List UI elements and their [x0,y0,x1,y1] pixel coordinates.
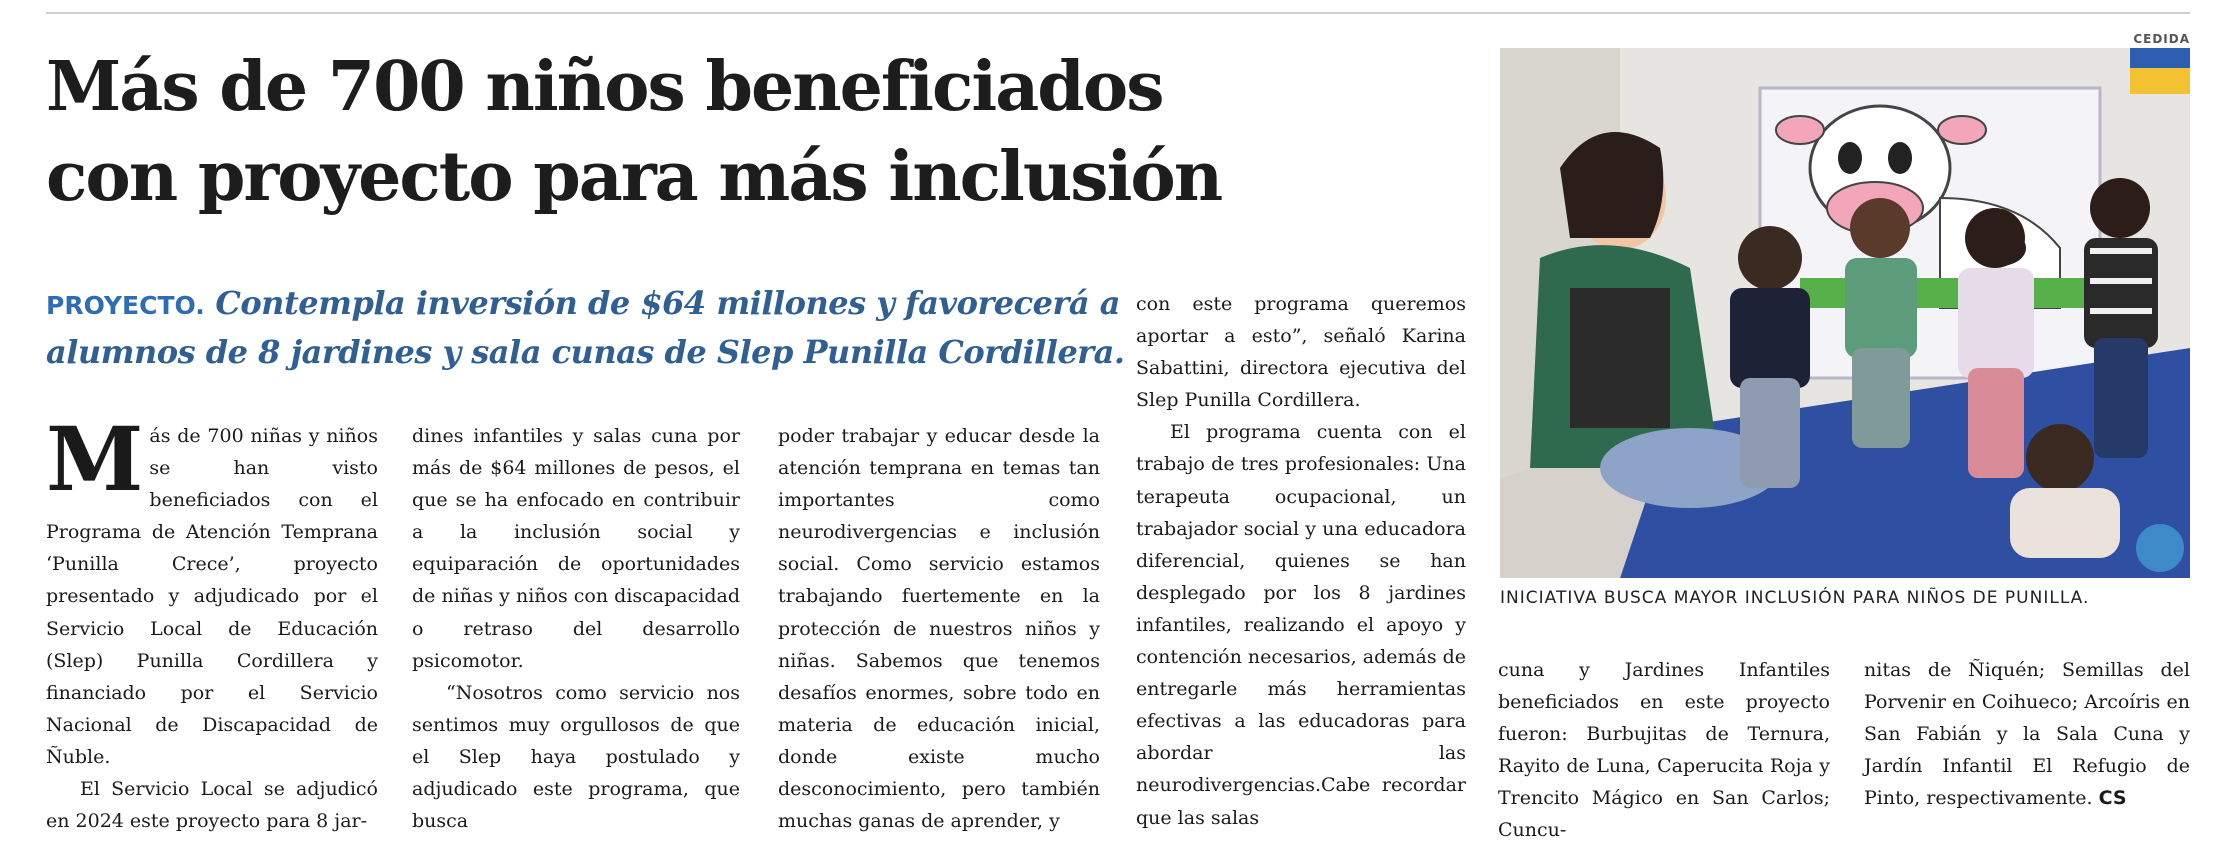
top-rule [46,12,2190,14]
photo-caption: INICIATIVA BUSCA MAYOR INCLUSIÓN PARA NIÑOS DE PUNILLA. [1500,588,2090,608]
article-column-4 [1136,288,1466,834]
article-column-6 [1864,654,2190,814]
paragraph: dines infantiles y salas cuna por más de $64 millones de pesos, el que se ha enfocado en contribuir a la inclusión social y equiparación de oportunidades de niñas y niños con discapacidad o retraso del desarrollo psicomotor. [412,425,740,672]
paragraph [1864,654,2190,814]
paragraph: con este programa queremos aportar a esto”, señaló Karina Sabattini, directora ejecutiva del Slep Punilla Cordillera. [1136,293,1466,412]
paragraph: cuna y Jardines Infantiles beneficiados en este proyecto fueron: Burbujitas de Ternura, Rayito de Luna, Caperucita Roja y Trencito Mágico en San Carlos; Cuncu- [1498,659,1830,842]
article-column-2 [412,420,740,837]
paragraph-text: ás de 700 niñas y niños se han visto beneficiados con el Programa de Atención Temprana ‘Punilla Crece’, proyecto presentado y adjudicado por el Servicio Local de Educación (Slep) Punilla Cordillera y financiado por el Servicio Nacional de Discapacidad de Ñuble. [46,425,378,768]
article-column-5 [1498,654,1830,847]
paragraph: El programa cuenta con el trabajo de tres profesionales: Una terapeuta ocupacional, un trabajador social y una educadora diferencial, quienes se han desplegado por los 8 jardines infantiles, realizando el apoyo y contención necesarios, además de entregarle más herramientas efectivas a las educadoras para abordar las neurodivergencias.Cabe recordar que las salas [1136,421,1467,829]
lead-text: Contempla inversión de $64 millones y favorecerá a alumnos de 8 jardines y sala cunas de Slep Punilla Cordillera. [46,284,1125,371]
headline-line-2: con proyecto para más inclusión [46,137,1222,217]
kicker: PROYECTO. [46,291,205,320]
paragraph: poder trabajar y educar desde la atención temprana en temas tan importantes como neurodivergencias e inclusión social. Como servicio estamos trabajando fuertemente en la protección de nuestros niños y niñas. Sabemos que tenemos desafíos enormes, sobre todo en materia de educación inicial, donde existe mucho desconocimiento, pero también muchas ganas de aprender, y [778,425,1100,833]
paragraph [46,407,378,773]
headline-line-1: Más de 700 niños beneficiados [46,47,1163,127]
photo-credit: CEDIDA [2133,32,2190,46]
paragraph: “Nosotros como servicio nos sentimos muy orgullosos de que el Slep haya postulado y adjudicado este programa, que busca [412,681,740,833]
article-column-1 [46,407,378,837]
drop-cap: M [46,407,144,511]
lead-paragraph [46,280,1126,375]
article-photo [1500,48,2190,578]
paragraph-text: nitas de Ñiquén; Semillas del Porvenir en Coihueco; Arcoíris en San Fabián y la Sala Cuna y Jardín Infantil El Refugio de Pinto, respectivamente. [1864,659,2190,810]
headline [46,42,1496,222]
end-mark: CS [2098,787,2127,810]
paragraph: El Servicio Local se adjudicó en 2024 este proyecto para 8 jar- [46,778,378,833]
article-column-3 [778,420,1100,837]
